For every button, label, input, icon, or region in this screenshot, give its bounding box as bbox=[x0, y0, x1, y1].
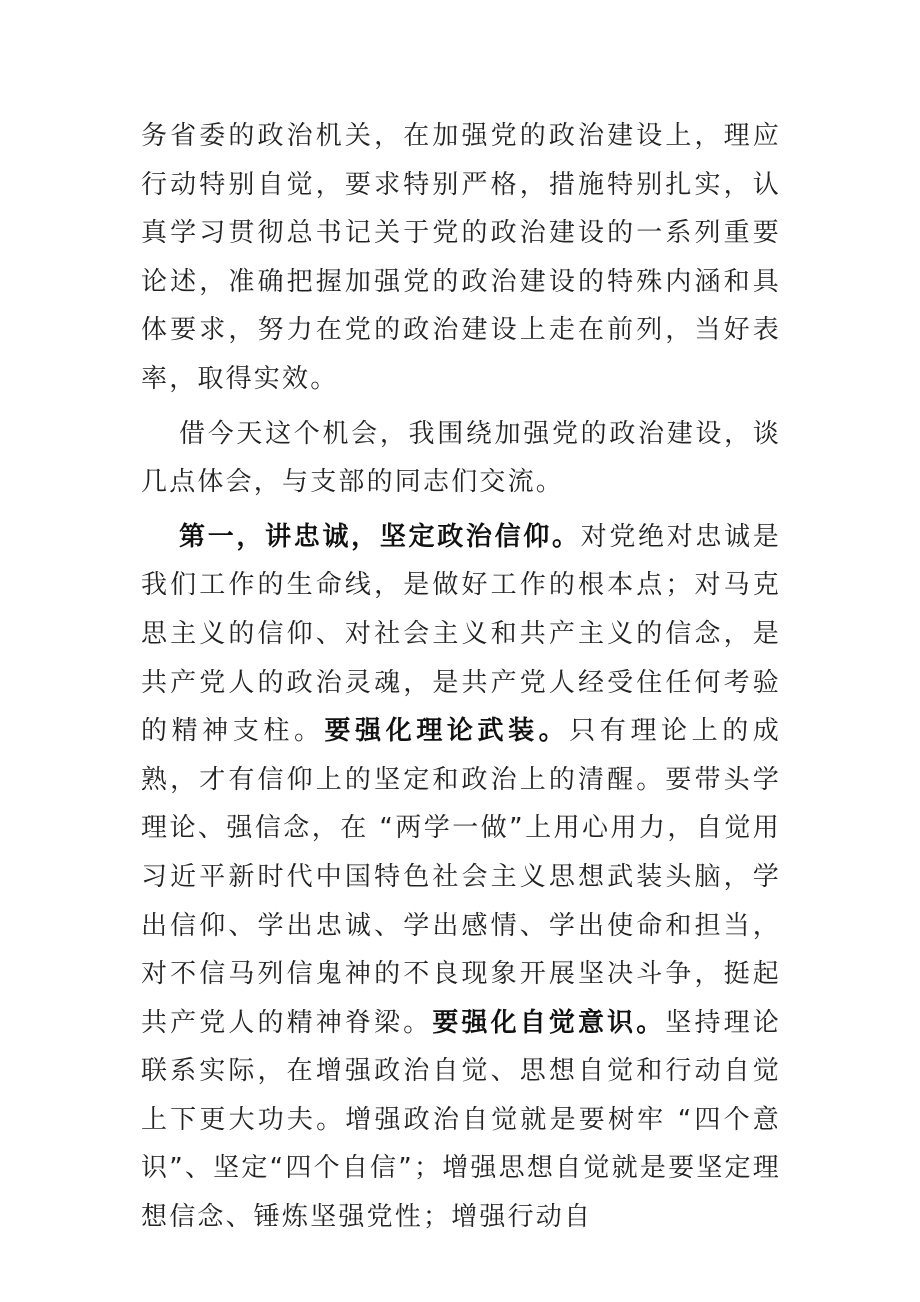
subtext-awareness: 坚持理论联系实际，在增强政治自觉、思想自觉和行动自觉上下更大功夫。增强政治自觉就是要树牢 “四个意识”、坚定“四个自信”；增强思想自觉就是要坚定理想信念、锤炼坚强党性；增强行动自 bbox=[141, 1007, 781, 1233]
section-heading-loyalty: 第一，讲忠诚，坚定政治信仰。 bbox=[179, 521, 581, 552]
subtext-theory: 只有理论上的成熟，才有信仰上的坚定和政治上的清醒。要带头学理论、强信念，在 “两学一做”上用心用力，自觉用习近平新时代中国特色社会主义思想武装头脑，学出信仰、学出忠诚、学出感情、学出使命和担当，对不信马列信鬼神的不良现象开展坚决斗争，挺起共产党人的精神脊梁。 bbox=[141, 716, 782, 1038]
document-body bbox=[141, 112, 781, 1242]
paragraph-continuation: 务省委的政治机关，在加强党的政治建设上，理应行动特别自觉，要求特别严格，措施特别扎实，认真学习贯彻总书记关于党的政治建设的一系列重要论述，准确把握加强党的政治建设的特殊内涵和具体要求，努力在党的政治建设上走在前列，当好表率，取得实效。 bbox=[141, 121, 781, 394]
paragraph-first-point bbox=[141, 513, 781, 1242]
paragraph-intro: 借今天这个机会，我围绕加强党的政治建设，谈几点体会，与支部的同志们交流。 bbox=[141, 418, 781, 498]
section-text-loyalty: 对党绝对忠诚是我们工作的生命线，是做好工作的根本点；对马克思主义的信仰、对社会主义和共产主义的信念，是共产党人的政治灵魂，是共产党人经受住任何考验的精神支柱。 bbox=[141, 521, 781, 747]
subheading-theory: 要强化理论武装。 bbox=[324, 716, 570, 747]
subheading-awareness: 要强化自觉意识。 bbox=[432, 1007, 666, 1038]
